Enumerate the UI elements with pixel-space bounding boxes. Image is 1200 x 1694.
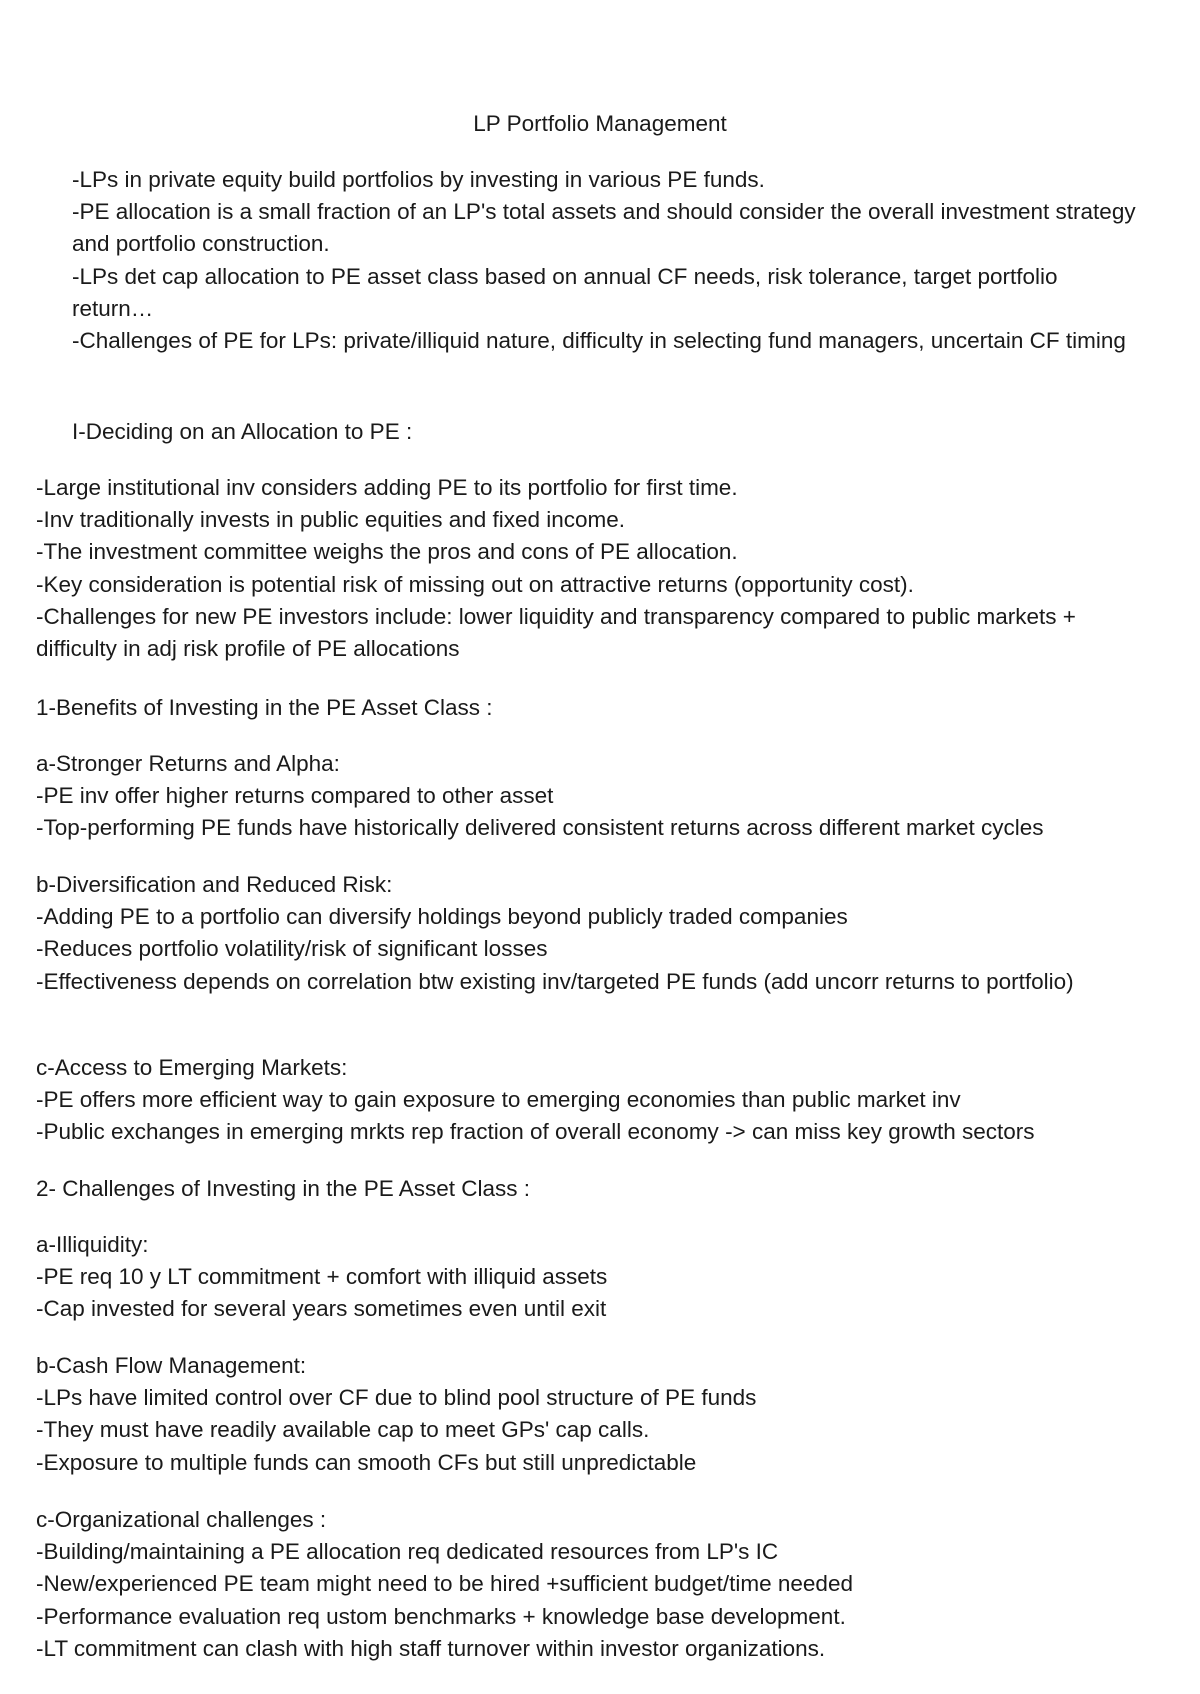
- page-title: LP Portfolio Management: [473, 111, 727, 136]
- text-line: -Large institutional inv considers adding PE to its portfolio for first time.: [36, 475, 738, 500]
- benefit-a: [36, 748, 1146, 845]
- subsection-heading: a-Stronger Returns and Alpha:: [36, 751, 340, 776]
- challenge-b: [36, 1350, 1146, 1479]
- text-line: -Cap invested for several years sometimes even until exit: [36, 1296, 607, 1322]
- challenge-a: [36, 1229, 1146, 1326]
- text-line: -PE req 10 y LT commitment + comfort with illiquid assets: [36, 1264, 608, 1290]
- text-line: -Key consideration is potential risk of missing out on attractive returns (opportunity cost).: [36, 571, 914, 597]
- benefit-c-heading: c-Access to Emerging Markets:: [36, 1055, 348, 1080]
- text-line: -New/experienced PE team might need to be hired +sufficient budget/time needed: [36, 1571, 853, 1597]
- intro-line: -LPs in private equity build portfolios by investing in various PE funds.: [72, 167, 765, 192]
- text-line: -Performance evaluation req ustom benchmarks + knowledge base development.: [36, 1603, 846, 1629]
- benefit-c: [36, 1084, 1146, 1148]
- intro-line: -LPs det cap allocation to PE asset class based on annual CF needs, risk tolerance, target portfolio return…: [72, 263, 1058, 321]
- text-line: -Effectiveness depends on correlation btw existing inv/targeted PE funds (add uncorr returns to portfolio): [36, 968, 1074, 994]
- text-line: -LT commitment can clash with high staff turnover within investor organizations.: [36, 1635, 826, 1661]
- text-line: -PE offers more efficient way to gain exposure to emerging economies than public market inv: [36, 1087, 961, 1112]
- challenge-c: [36, 1504, 1146, 1665]
- intro-list: [72, 164, 1142, 357]
- text-line: -Top-performing PE funds have historically delivered consistent returns across different market cycles: [36, 815, 1044, 841]
- text-line: -Reduces portfolio volatility/risk of significant losses: [36, 936, 548, 962]
- text-line: -Inv traditionally invests in public equities and fixed income.: [36, 507, 626, 533]
- intro-line: -Challenges of PE for LPs: private/illiquid nature, difficulty in selecting fund managers, uncertain CF timing: [72, 328, 1126, 354]
- text-line: -LPs have limited control over CF due to blind pool structure of PE funds: [36, 1385, 757, 1411]
- text-line: -They must have readily available cap to meet GPs' cap calls.: [36, 1417, 650, 1443]
- section-heading-benefits: 1-Benefits of Investing in the PE Asset Class :: [36, 695, 493, 720]
- text-line: -Challenges for new PE investors include: lower liquidity and transparency compared to public markets + difficulty in adj risk profile of PE allocations: [36, 603, 1076, 662]
- text-line: -The investment committee weighs the pros and cons of PE allocation.: [36, 539, 738, 565]
- text-line: -PE inv offer higher returns compared to other asset: [36, 783, 554, 809]
- subsection-heading: a-Illiquidity:: [36, 1232, 149, 1257]
- section-heading-allocation: I-Deciding on an Allocation to PE :: [72, 419, 413, 444]
- text-line: -Building/maintaining a PE allocation req dedicated resources from LP's IC: [36, 1539, 779, 1565]
- section-heading-challenges: 2- Challenges of Investing in the PE Asset Class :: [36, 1176, 531, 1201]
- intro-line: -PE allocation is a small fraction of an LP's total assets and should consider the overall investment strategy and portfolio construction.: [72, 199, 1136, 257]
- subsection-heading: b-Diversification and Reduced Risk:: [36, 872, 393, 897]
- text-line: -Public exchanges in emerging mrkts rep fraction of overall economy -> can miss key growth sectors: [36, 1119, 1035, 1145]
- text-line: -Adding PE to a portfolio can diversify holdings beyond publicly traded companies: [36, 904, 848, 930]
- allocation-lines: [36, 472, 1146, 665]
- subsection-heading: b-Cash Flow Management:: [36, 1353, 307, 1378]
- text-line: -Exposure to multiple funds can smooth CFs but still unpredictable: [36, 1449, 697, 1475]
- benefit-b: [36, 869, 1146, 998]
- subsection-heading: c-Organizational challenges :: [36, 1507, 327, 1532]
